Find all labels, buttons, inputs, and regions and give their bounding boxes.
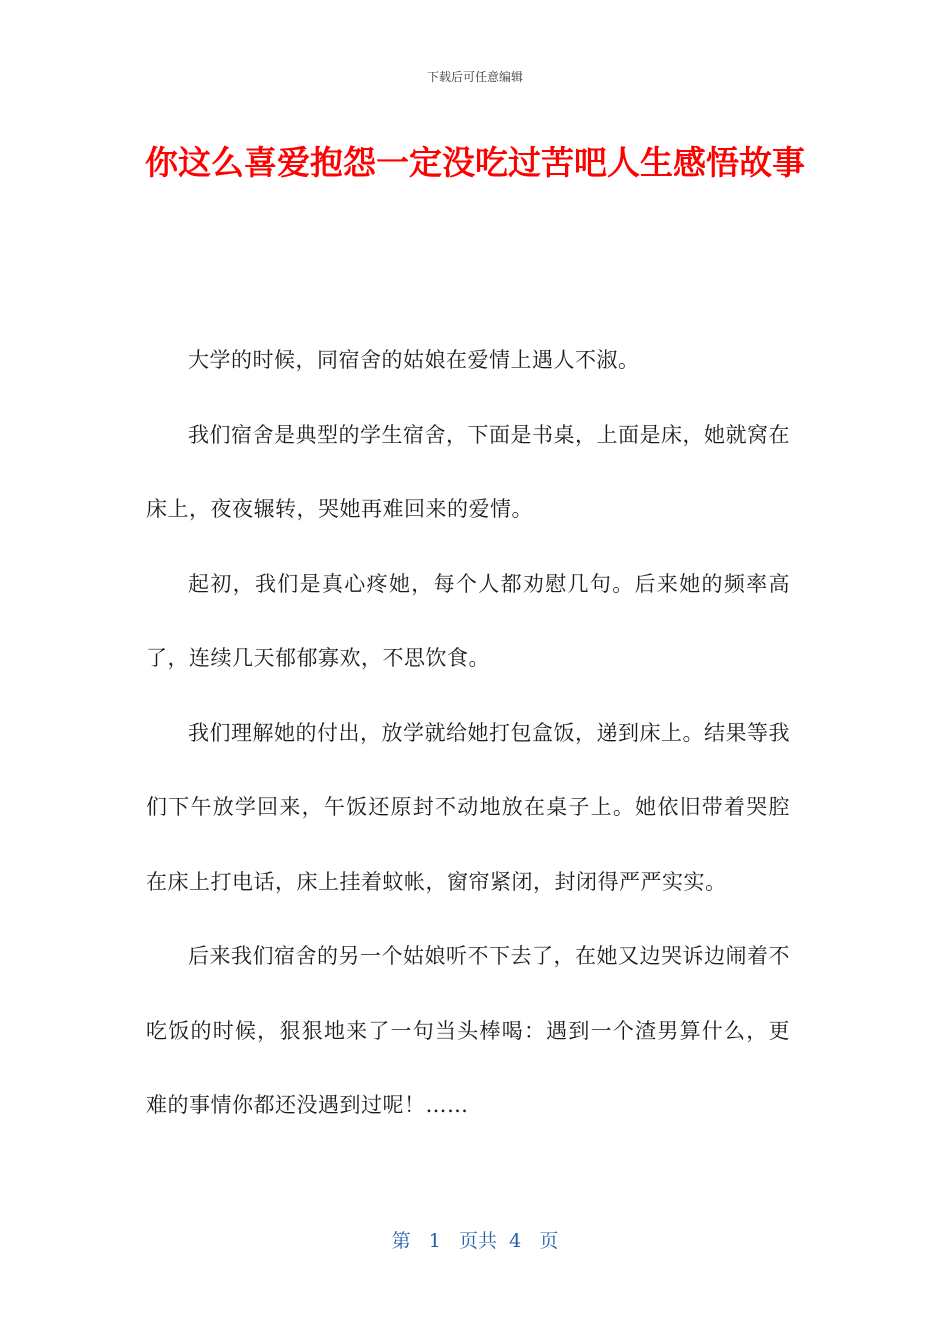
footer-total-pages: 4 — [509, 1230, 522, 1252]
paragraph: 大学的时候，同宿舍的姑娘在爱情上遇人不淑。 — [188, 348, 640, 372]
paragraph: 我们宿舍是典型的学生宿舍，下面是书桌，上面是床，她就窝在床上，夜夜辗转，哭她再难回来的爱情。 — [146, 422, 790, 521]
footer-current-page: 1 — [428, 1230, 441, 1252]
footer-of-label: 页共 — [459, 1230, 498, 1252]
document-body — [146, 323, 790, 1143]
header-note: 下载后可任意编辑 — [426, 70, 523, 84]
document-title: 你这么喜爱抱怨一定没吃过苦吧人生感悟故事 — [145, 143, 805, 182]
paragraph: 后来我们宿舍的另一个姑娘听不下去了，在她又边哭诉边闹着不吃饭的时候，狠狠地来了一句当头棒喝：遇到一个渣男算什么，更难的事情你都还没遇到过呢！…… — [146, 944, 790, 1117]
footer-page-label: 第 — [391, 1230, 411, 1252]
paragraph: 起初，我们是真心疼她，每个人都劝慰几句。后来她的频率高了，连续几天郁郁寡欢，不思饮食。 — [146, 571, 790, 670]
footer-pages-label: 页 — [539, 1230, 559, 1252]
page-footer — [0, 1226, 950, 1253]
paragraph: 我们理解她的付出，放学就给她打包盒饭，递到床上。结果等我们下午放学回来，午饭还原封不动地放在桌子上。她依旧带着哭腔在床上打电话，床上挂着蚊帐，窗帘紧闭，封闭得严严实实。 — [146, 720, 790, 894]
